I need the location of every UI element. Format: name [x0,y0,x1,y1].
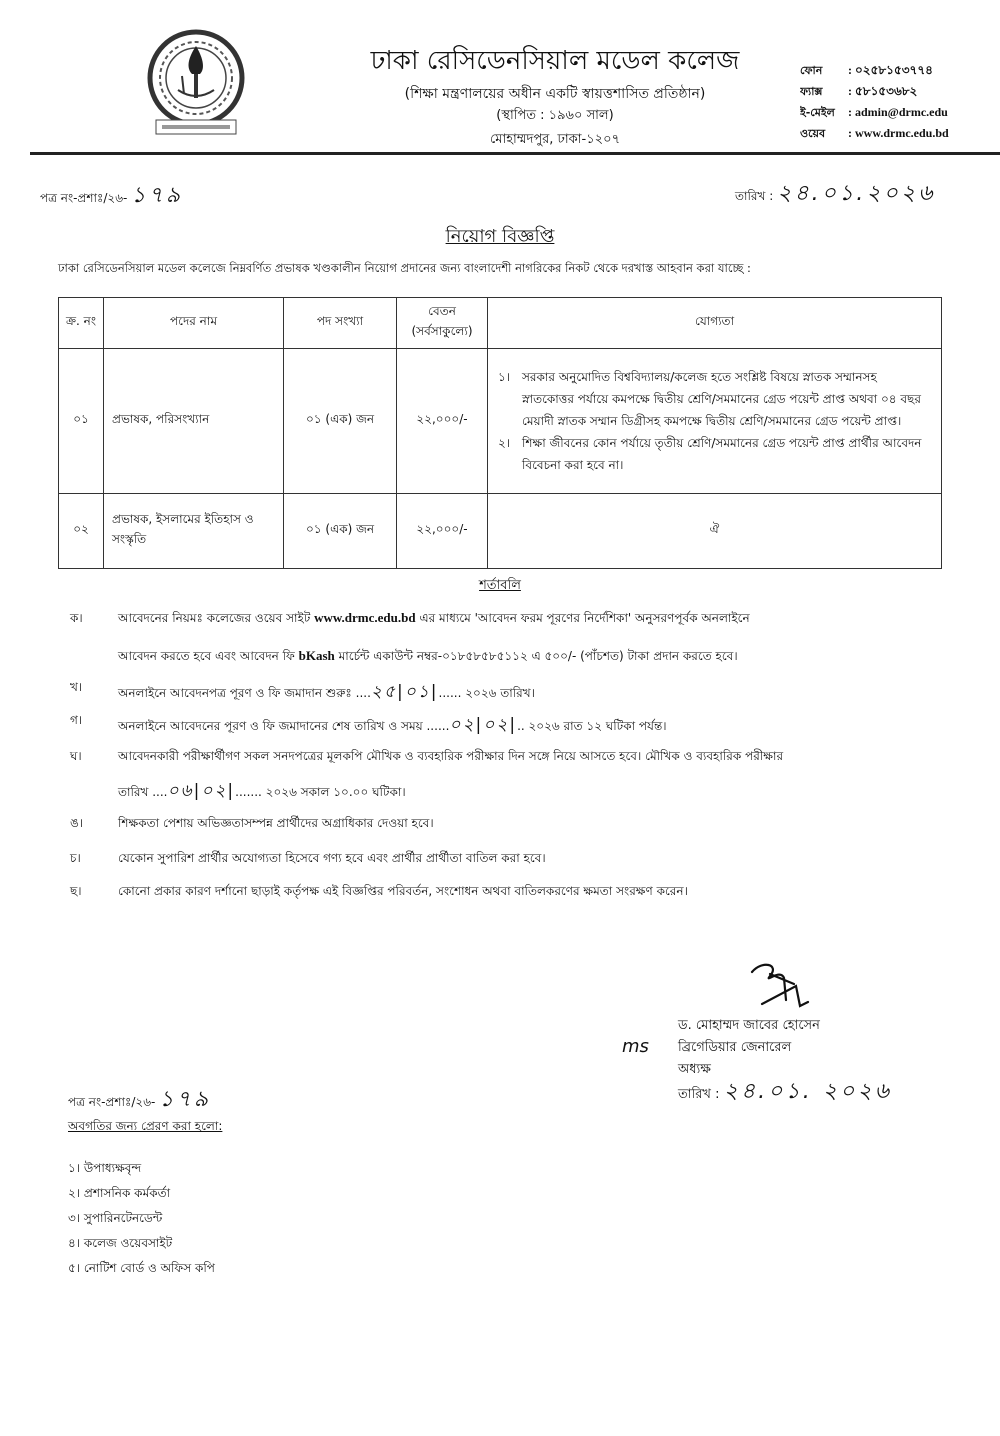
web-value[interactable]: : www.drmc.edu.bd [848,126,949,140]
row-post-count: ০১ (এক) জন [284,349,397,494]
table-header-row [59,298,942,349]
term-gha-line2 [118,778,406,806]
terms-title [0,576,1000,597]
handwritten-exam-date: ০৬|০২| [167,781,236,801]
qualification-item [498,432,931,476]
row-serial: ০১ [59,349,104,494]
footer-reference-label: পত্র নং-প্রশাঃ/২৬- [68,1095,156,1109]
contact-info [800,60,1000,144]
email-label: ই-মেইল [800,106,835,119]
qualification-item [498,366,931,432]
term-cha [70,850,546,870]
date-label: তারিখ : [735,189,774,203]
signer-date [678,1081,892,1106]
term-label: ক। [70,611,83,625]
qualification-number: ১। [498,370,511,384]
notice-title-text: নিয়োগ বিজ্ঞপ্তি [445,226,555,247]
header-serial: ক্র. নং [59,298,104,349]
row-salary: ২২,০০০/- [397,494,488,569]
handwritten-end-date: ০২|০২| [449,715,518,735]
term-label: ছ। [70,884,82,898]
term-gha [70,748,783,768]
phone-label: ফোন [800,64,823,77]
signer-rank: ব্রিগেডিয়ার জেনারেল [678,1040,792,1055]
posts-table [58,297,942,569]
term-kha-text-b: ...... ২০২৬ তারিখ। [438,686,535,700]
term-gha-text-a: তারিখ .... [118,785,168,799]
website-link[interactable]: www.drmc.edu.bd [314,610,416,625]
web-label: ওয়েব [800,127,826,140]
footer-reference [68,1082,211,1119]
fax-label: ফ্যাক্স [800,85,823,98]
issue-date [735,176,935,213]
term-ka-text-c: আবেদন করতে হবে এবং আবেদন ফি [118,649,295,663]
row-serial: ০২ [59,494,104,569]
established-year: (স্থাপিত : ১৯৬০ সাল) [496,108,614,123]
bkash-brand: bKash [298,648,335,663]
footer-reference-handwritten: ১৭৯ [159,1087,212,1112]
qualification-text: সরকার অনুমোদিত বিশ্ববিদ্যালয়/কলেজ হতে সংশ্লিষ্ট বিষয়ে স্নাতক সম্মানসহ স্নাতকোত্তর পর্যায়ে কমপক্ষে দ্বিতীয় শ্রেণি/সমমানের গ্রেড পয়েন্ট প্রাপ্ত অথবা ০৪ বছর মেয়াদী স্নাতক সম্মান ডিগ্রীসহ কমপক্ষে দ্বিতীয় শ্রেণি/সমমানের গ্রেড পয়েন্ট প্রাপ্ত। [522,370,921,428]
fax-value: : ৫৮১৫৩৬৮২ [848,84,918,98]
contact-email [800,102,1000,123]
term-cha-text: যেকোন সুপারিশ প্রার্থীর অযোগ্যতা হিসেবে গণ্য হবে এবং প্রার্থীর প্রার্থীতা বাতিল করা হবে। [118,851,546,865]
contact-fax [800,81,1000,102]
term-ka-text-a: আবেদনের নিয়মঃ কলেজের ওয়েব সাইট [118,611,311,625]
header-divider [30,152,1000,155]
cc-title: অবগতির জন্য প্রেরণ করা হলো: [68,1119,223,1133]
term-label: খ। [70,680,83,694]
qualification-number: ২। [498,436,511,450]
term-ga-text-a: অনলাইনে আবেদনের পূরণ ও ফি জমাদানের শেষ তারিখ ও সময় ...... [118,719,450,733]
term-label: গ। [70,713,83,727]
term-kha [70,679,535,707]
college-name: ঢাকা রেসিডেনসিয়াল মডেল কলেজ [370,46,740,76]
term-ka-line2 [118,648,738,668]
cc-item: ৫। নোটিশ বোর্ড ও অফিস কপি [68,1261,215,1275]
notice-intro: ঢাকা রেসিডেনসিয়াল মডেল কলেজে নিম্নবর্ণিত প্রভাষক খণ্ডকালীন নিয়োগ প্রদানের জন্য বাংলাদেশী নাগরিকের নিকট থেকে দরখাস্ত আহবান করা যাচ্ছে : [58,261,751,275]
term-ka-text-d: মার্চেন্ট একাউন্ট নম্বর-০১৮৫৮৫৮৫১১২ এ ৫০০/- (পাঁচশত) টাকা প্রদান করতে হবে। [338,649,738,663]
college-subtitle: (শিক্ষা মন্ত্রণালয়ের অধীন একটি স্বায়ত্তশাসিত প্রতিষ্ঠান) [404,86,706,102]
handwritten-initials: ms [622,1036,649,1057]
term-kha-text-a: অনলাইনে আবেদনপত্র পূরণ ও ফি জমাদান শুরুঃ .... [118,686,371,700]
term-ga-text-b: .. ২০২৬ রাত ১২ ঘটিকা পর্যন্ত। [517,719,667,733]
cc-item: ৩। সুপারিনটেনডেন্ট [68,1211,163,1225]
row-qualification [488,349,942,494]
row-post-name: প্রভাষক, পরিসংখ্যান [104,349,284,494]
reference-number [40,178,183,215]
date-handwritten: ২৪.০১.২০২৬ [777,181,936,206]
notice-title [0,222,1000,253]
term-chha [70,883,688,903]
signer-designation: অধ্যক্ষ [678,1062,711,1077]
signer-name: ড. মোহাম্মদ জাবের হোসেন [678,1018,820,1033]
contact-phone [800,60,1000,81]
term-label: ঘ। [70,749,82,763]
term-gha-text: আবেদনকারী পরীক্ষার্থীগণ সকল সনদপত্রের মূলকপি মৌখিক ও ব্যবহারিক পরীক্ষার দিন সঙ্গে নিয়ে আসতে হবে। মৌখিক ও ব্যবহারিক পরীক্ষার [118,749,784,763]
row-qualification-ditto: ঐ [488,494,942,569]
row-post-count: ০১ (এক) জন [284,494,397,569]
header-salary: বেতন (সর্বসাকুল্যে) [397,298,488,349]
term-label: ঙ। [70,816,84,830]
term-ka-text-b: এর মাধ্যমে 'আবেদন ফরম পূরণের নির্দেশিকা' অনুসরণপূর্বক অনলাইনে [419,611,750,625]
header-qualification: যোগ্যতা [488,298,942,349]
reference-label: পত্র নং-প্রশাঃ/২৬- [40,191,128,205]
cc-item: ৪। কলেজ ওয়েবসাইট [68,1236,173,1250]
signer-date-handwritten: ২৪.০১. ২০২৬ [723,1079,892,1104]
cc-list [68,1156,215,1281]
phone-value: : ০২৫৮১৫৩৭৭৪ [848,63,933,77]
table-row [59,494,942,569]
row-salary: ২২,০০০/- [397,349,488,494]
email-value[interactable]: : admin@drmc.edu [848,105,948,119]
terms-title-text: শর্তাবলি [479,578,521,593]
reference-handwritten: ১৭৯ [131,183,184,208]
term-ga [70,712,667,740]
term-ka [70,610,750,630]
header-post-name: পদের নাম [104,298,284,349]
cc-item: ২। প্রশাসনিক কর্মকর্তা [68,1186,171,1200]
contact-web [800,123,1000,144]
principal-signature [740,960,820,1015]
term-uma-text: শিক্ষকতা পেশায় অভিজ্ঞতাসম্পন্ন প্রার্থীদের অগ্রাধিকার দেওয়া হবে। [118,816,434,830]
qualification-text: শিক্ষা জীবনের কোন পর্যায়ে তৃতীয় শ্রেণি/সমমানের গ্রেড পয়েন্ট প্রাপ্ত প্রার্থীর আবেদন বিবেচনা করা হবে না। [522,436,922,472]
header-post-count: পদ সংখ্যা [284,298,397,349]
term-chha-text: কোনো প্রকার কারণ দর্শানো ছাড়াই কর্তৃপক্ষ এই বিজ্ঞপ্তির পরিবর্তন, সংশোধন অথবা বাতিলকরণের ক্ষমতা সংরক্ষণ করেন। [118,884,688,898]
college-address: মোহাম্মদপুর, ঢাকা-১২০৭ [489,132,621,147]
college-logo [140,28,252,140]
row-post-name: প্রভাষক, ইসলামের ইতিহাস ও সংস্কৃতি [104,494,284,569]
term-uma [70,815,434,835]
signer-block [678,1015,892,1106]
term-label: চ। [70,851,81,865]
signer-date-label: তারিখ : [678,1087,720,1102]
cc-item: ১। উপাধ্যক্ষবৃন্দ [68,1161,142,1175]
table-row [59,349,942,494]
term-gha-text-b: ....... ২০২৬ সকাল ১০.০০ ঘটিকা। [235,785,406,799]
handwritten-start-date: ২৫|০১| [370,682,439,702]
